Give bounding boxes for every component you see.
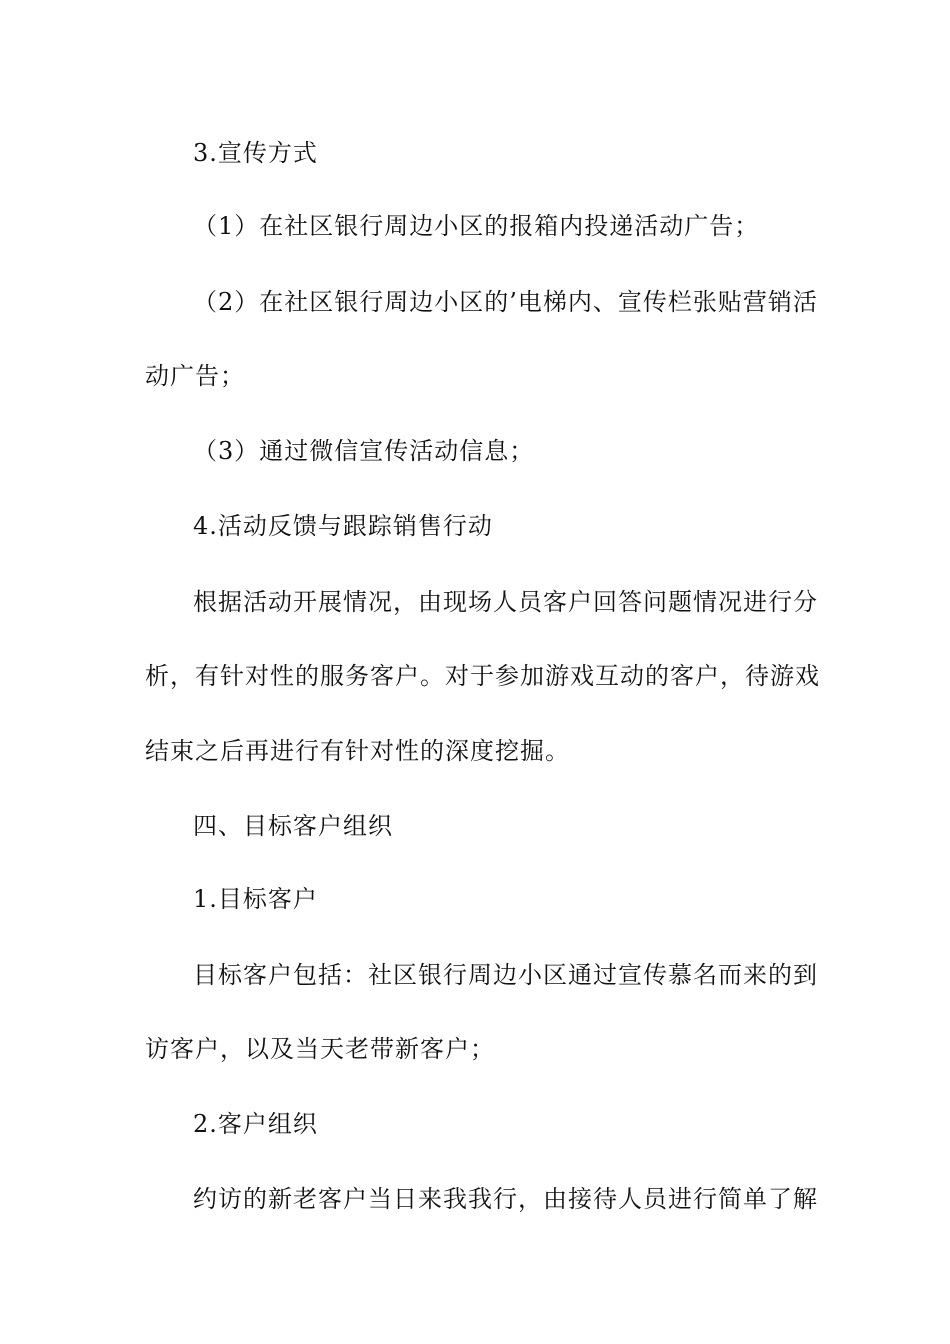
paragraph-target-line-2: 访客户，以及当天老带新客户； [145,1035,495,1063]
paragraph-feedback-line-3: 结束之后再进行有针对性的深度挖掘。 [145,737,570,765]
paragraph-feedback-line-1: 根据活动开展情况，由现场人员客户回答问题情况进行分 [193,588,818,616]
heading-publicity-method: 3.宣传方式 [193,139,318,167]
heading-feedback-tracking: 4.活动反馈与跟踪销售行动 [193,512,493,540]
list-item-1: （1）在社区银行周边小区的报箱内投递活动广告； [193,212,760,240]
paragraph-target-line-1: 目标客户包括：社区银行周边小区通过宣传慕名而来的到 [193,961,818,989]
paragraph-organization-line-1: 约访的新老客户当日来我我行，由接待人员进行简单了解 [193,1185,818,1213]
list-item-2-line-2: 动广告； [145,362,245,390]
paragraph-feedback-line-2: 析，有针对性的服务客户。对于参加游戏互动的客户，待游戏 [145,662,820,690]
heading-section-four: 四、目标客户组织 [193,812,393,840]
list-item-3: （3）通过微信宣传活动信息； [193,437,535,465]
heading-customer-organization: 2.客户组织 [193,1110,318,1138]
list-item-2-line-1: （2）在社区银行周边小区的’电梯内、宣传栏张贴营销活 [193,288,818,316]
heading-target-customers: 1.目标客户 [193,885,318,913]
